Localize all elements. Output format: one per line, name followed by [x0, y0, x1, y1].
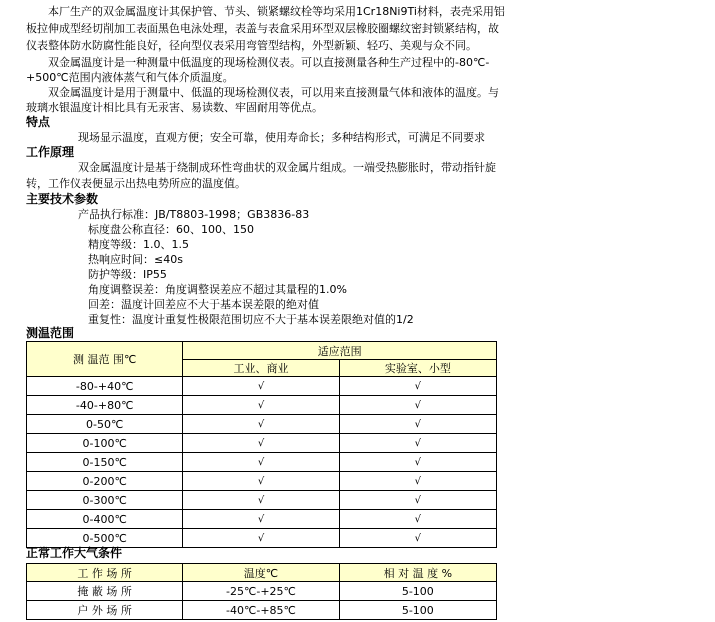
- check-mark: √: [183, 529, 339, 548]
- spec-item: 热响应时间：≤40s: [88, 253, 183, 266]
- range-cell: 0-50℃: [27, 415, 183, 434]
- table-row: [27, 434, 497, 453]
- check-mark: √: [339, 434, 496, 453]
- spec-item: 回差：温度计回差应不大于基本误差限的绝对值: [88, 298, 319, 311]
- industry-col-header: 工业、商业: [183, 360, 339, 377]
- check-mark: √: [183, 396, 339, 415]
- range-col-header: 测 温范 围℃: [27, 342, 183, 377]
- table-row: [27, 510, 497, 529]
- workplace-col-header: 工 作 场 所: [27, 564, 183, 582]
- table-row: [27, 377, 497, 396]
- range-table: [26, 341, 497, 548]
- check-mark: √: [183, 453, 339, 472]
- range-cell: 0-500℃: [27, 529, 183, 548]
- table-row: [27, 582, 497, 601]
- spec-item: 防护等级：IP55: [88, 268, 167, 281]
- table-row: [27, 415, 497, 434]
- check-mark: √: [339, 510, 496, 529]
- principle-heading: 工作原理: [26, 145, 75, 159]
- table-row: [27, 396, 497, 415]
- check-mark: √: [183, 510, 339, 529]
- conditions-table: [26, 563, 497, 620]
- humidity-cell: 5-100: [339, 582, 496, 601]
- workplace-cell: 户 外 场 所: [27, 601, 183, 620]
- range-cell: 0-150℃: [27, 453, 183, 472]
- range-cell: -40-+80℃: [27, 396, 183, 415]
- check-mark: √: [339, 415, 496, 434]
- spec-item: 重复性：温度计重复性极限范围切应不大于基本误差限绝对值的1/2: [88, 313, 414, 326]
- range-cell: 0-400℃: [27, 510, 183, 529]
- check-mark: √: [339, 529, 496, 548]
- temperature-cell: -25℃-+25℃: [183, 582, 339, 601]
- temperature-cell: -40℃-+85℃: [183, 601, 339, 620]
- intro-p1-line2: 板拉伸成型经切削加工表面黑色电泳处理，表盖与表盒采用环型双层橡胶圈螺纹密封锁紧结构，故: [26, 22, 499, 35]
- intro-p1-line1: 本厂生产的双金属温度计其保护管、节头、锁紧螺纹栓等均采用1Cr18Ni9Ti材料，表壳采用铝: [48, 5, 505, 18]
- check-mark: √: [339, 472, 496, 491]
- range-cell: -80-+40℃: [27, 377, 183, 396]
- humidity-col-header: 相 对 温 度 %: [339, 564, 496, 582]
- temperature-col-header: 温度℃: [183, 564, 339, 582]
- check-mark: √: [339, 491, 496, 510]
- table-row: [27, 453, 497, 472]
- principle-line2: 转，工作仪表便显示出热电势所应的温度值。: [26, 177, 246, 190]
- scope-col-header: 适应范围: [183, 342, 497, 360]
- range-cell: 0-300℃: [27, 491, 183, 510]
- check-mark: √: [339, 453, 496, 472]
- features-text: 现场显示温度，直观方便；安全可靠，使用寿命长；多种结构形式，可满足不同要求: [78, 131, 485, 144]
- range-cell: 0-100℃: [27, 434, 183, 453]
- lab-col-header: 实验室、小型: [339, 360, 496, 377]
- range-table-heading: 测温范围: [26, 326, 75, 340]
- workplace-cell: 掩 蔽 场 所: [27, 582, 183, 601]
- intro-p2-line1: 双金属温度计是一种测量中低温度的现场检测仪表。可以直接测量各种生产过程中的-80℃-: [48, 56, 490, 69]
- spec-item: 精度等级：1.0、1.5: [88, 238, 189, 251]
- check-mark: √: [183, 434, 339, 453]
- table-row: [27, 601, 497, 620]
- intro-p2-line2: +500℃范围内液体蒸气和气体介质温度。: [26, 71, 234, 84]
- spec-item: 标度盘公称直径：60、100、150: [88, 223, 254, 236]
- intro-p3-line2: 玻璃水银温度计相比具有无汞害、易读数、牢固耐用等优点。: [26, 101, 323, 114]
- range-cell: 0-200℃: [27, 472, 183, 491]
- humidity-cell: 5-100: [339, 601, 496, 620]
- check-mark: √: [339, 396, 496, 415]
- spec-item: 角度调整误差：角度调整误差应不超过其量程的1.0%: [88, 283, 347, 296]
- check-mark: √: [183, 472, 339, 491]
- principle-line1: 双金属温度计是基于绕制成环性弯曲状的双金属片组成。一端受热膨胀时，带动指针旋: [78, 161, 496, 174]
- check-mark: √: [339, 377, 496, 396]
- spec-item: 产品执行标准：JB/T8803-1998；GB3836-83: [78, 208, 310, 221]
- table-row: [27, 472, 497, 491]
- check-mark: √: [183, 415, 339, 434]
- table-row: [27, 491, 497, 510]
- features-heading: 特点: [26, 115, 51, 129]
- check-mark: √: [183, 491, 339, 510]
- table-row: [27, 529, 497, 548]
- check-mark: √: [183, 377, 339, 396]
- specs-heading: 主要技术参数: [26, 192, 99, 206]
- intro-p3-line1: 双金属温度计是用于测量中、低温的现场检测仪表，可以用来直接测量气体和液体的温度。与: [48, 86, 499, 99]
- conditions-table-heading: 正常工作大气条件: [26, 546, 123, 560]
- intro-p1-line3: 仪表整体防水防腐性能良好，径向型仪表采用弯管型结构，外型新颖、轻巧、美观与众不同。: [26, 39, 477, 52]
